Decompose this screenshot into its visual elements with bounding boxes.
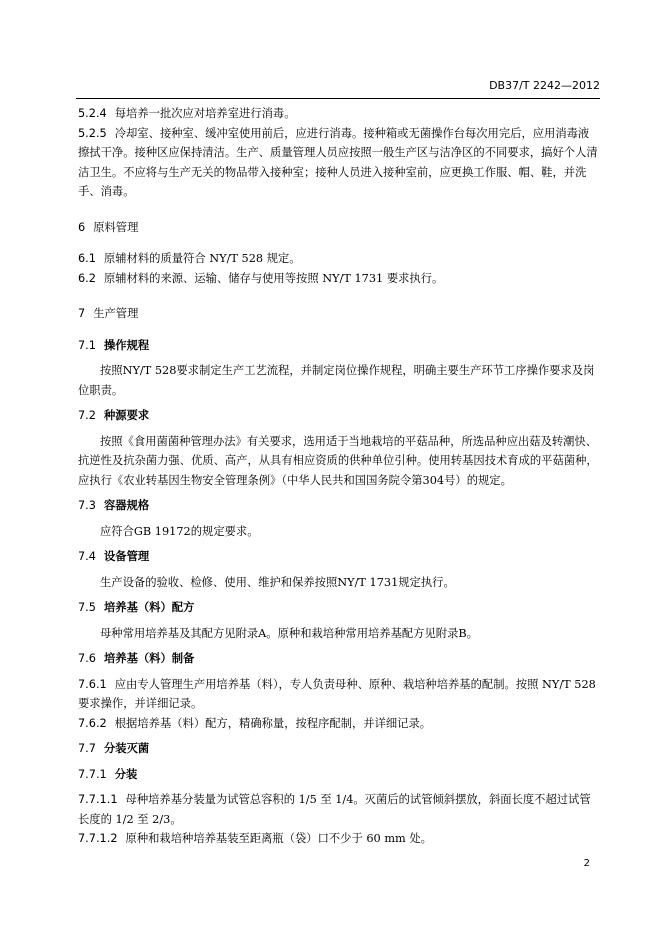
subsection-7-7-heading [78, 739, 599, 759]
section-7-heading [78, 304, 599, 324]
clause-number: 5.2.4 [78, 107, 107, 120]
section-title: 生产管理 [93, 307, 139, 320]
clause-number: 6.2 [78, 271, 96, 285]
clause-7-7-1-2 [78, 829, 599, 849]
subsection-7-5-text: 母种常用培养基及其配方见附录A。原种和栽培种常用培养基配方见附录B。 [100, 626, 478, 640]
section-number: 7 [78, 307, 86, 320]
clause-7-6-1 [78, 675, 599, 714]
page-number: 2 [583, 858, 590, 869]
subsection-7-1-text: 按照NY/T 528要求制定生产工艺流程，并制定岗位操作规程，明确主要生产环节工序操作要求及岗位职责。 [78, 364, 595, 397]
clause-6-1 [78, 249, 599, 269]
section-title: 原料管理 [93, 220, 139, 234]
clause-number: 6.1 [78, 252, 96, 265]
clause-7-7-1-1 [78, 790, 599, 829]
subsection-7-4-text: 生产设备的验收、检修、使用、维护和保养按照NY/T 1731规定执行。 [100, 575, 455, 589]
subsection-7-2-text: 按照《食用菌菌种管理办法》有关要求，选用适于当地栽培的平菇品种，所选品种应出菇及转潮快、抗逆性及抗杂菌力强、优质、高产，从具有相应资质的供种单位引种。使用转基因技术育成的平菇菌种，应执行《农业转基因生物安全管理条例》（中华人民共和国国务院令第304号）的规定。 [78, 434, 598, 487]
clause-text: 原辅材料的质量符合 NY/T 528 规定。 [103, 252, 301, 265]
clause-number: 7.6.2 [78, 716, 107, 730]
section-number: 7.4 [78, 550, 96, 563]
clause-text: 根据培养基（料）配方，精确称量，按程序配制，并详细记录。 [114, 716, 432, 730]
section-number: 7.2 [78, 409, 96, 422]
document-body [78, 104, 599, 849]
clause-5-2-4 [78, 104, 599, 124]
section-title: 培养基（料）制备 [103, 652, 195, 665]
section-title: 容器规格 [103, 499, 150, 512]
clause-text: 原辅材料的来源、运输、储存与使用等按照 NY/T 1731 要求执行。 [103, 271, 444, 285]
section-title: 设备管理 [103, 550, 150, 563]
clause-number: 7.7.1.2 [78, 832, 118, 845]
clause-6-2 [78, 269, 599, 289]
section-number: 7.6 [78, 652, 96, 665]
clause-text: 原种和栽培种培养基装至距离瓶（袋）口不少于 60 mm 处。 [125, 832, 432, 845]
section-title: 分装 [114, 767, 138, 781]
section-number: 7.7.1 [78, 767, 107, 781]
clause-text: 每培养一批次应对培养室进行消毒。 [114, 107, 296, 120]
clause-number: 7.7.1.1 [78, 793, 118, 806]
document-code: DB37/T 2242—2012 [489, 79, 600, 92]
clause-number: 5.2.5 [78, 126, 107, 140]
clause-text: 母种培养基分装量为试管总容积的 1/5 至 1/4。灭菌后的试管倾斜摆放，斜面长度不超过试管长度的 1/2 至 2/3。 [78, 793, 591, 826]
clause-text: 应由专人管理生产用培养基（料），专人负责母种、原种、栽培种培养基的配制。按照 NY/T 528 要求操作，并详细记录。 [78, 677, 596, 710]
clause-7-6-2 [78, 714, 599, 734]
clause-text: 冷却室、接种室、缓冲室使用前后，应进行消毒。接种箱或无菌操作台每次用完后，应用消毒液擦拭干净。接种区应保持清洁。生产、质量管理人员应按照一般生产区与洁净区的不同要求，搞好个人清洁卫生。不应将与生产无关的物品带入接种室；接种人员进入接种室前，应更换工作服、帽、鞋，并洗手、消毒。 [78, 126, 598, 198]
section-number: 7.5 [78, 601, 96, 614]
subsection-7-7-1-heading [78, 765, 599, 785]
section-title: 种源要求 [103, 409, 150, 422]
section-title: 培养基（料）配方 [103, 601, 195, 614]
section-number: 6 [78, 220, 86, 234]
section-title: 操作规程 [103, 338, 150, 352]
section-number: 7.1 [78, 338, 96, 352]
header-rule [76, 98, 600, 99]
section-6-heading [78, 218, 599, 238]
subsection-7-4-heading [78, 547, 599, 567]
section-number: 7.7 [78, 742, 96, 755]
subsection-7-2-heading [78, 406, 599, 426]
clause-5-2-5 [78, 124, 599, 202]
clause-number: 7.6.1 [78, 677, 107, 691]
subsection-7-5-heading [78, 598, 599, 618]
subsection-7-3-heading [78, 496, 599, 516]
subsection-7-6-heading [78, 649, 599, 669]
section-title: 分装灭菌 [103, 742, 150, 755]
subsection-7-1-heading [78, 336, 599, 356]
section-number: 7.3 [78, 499, 96, 512]
subsection-7-3-text: 应符合GB 19172的规定要求。 [100, 524, 259, 538]
